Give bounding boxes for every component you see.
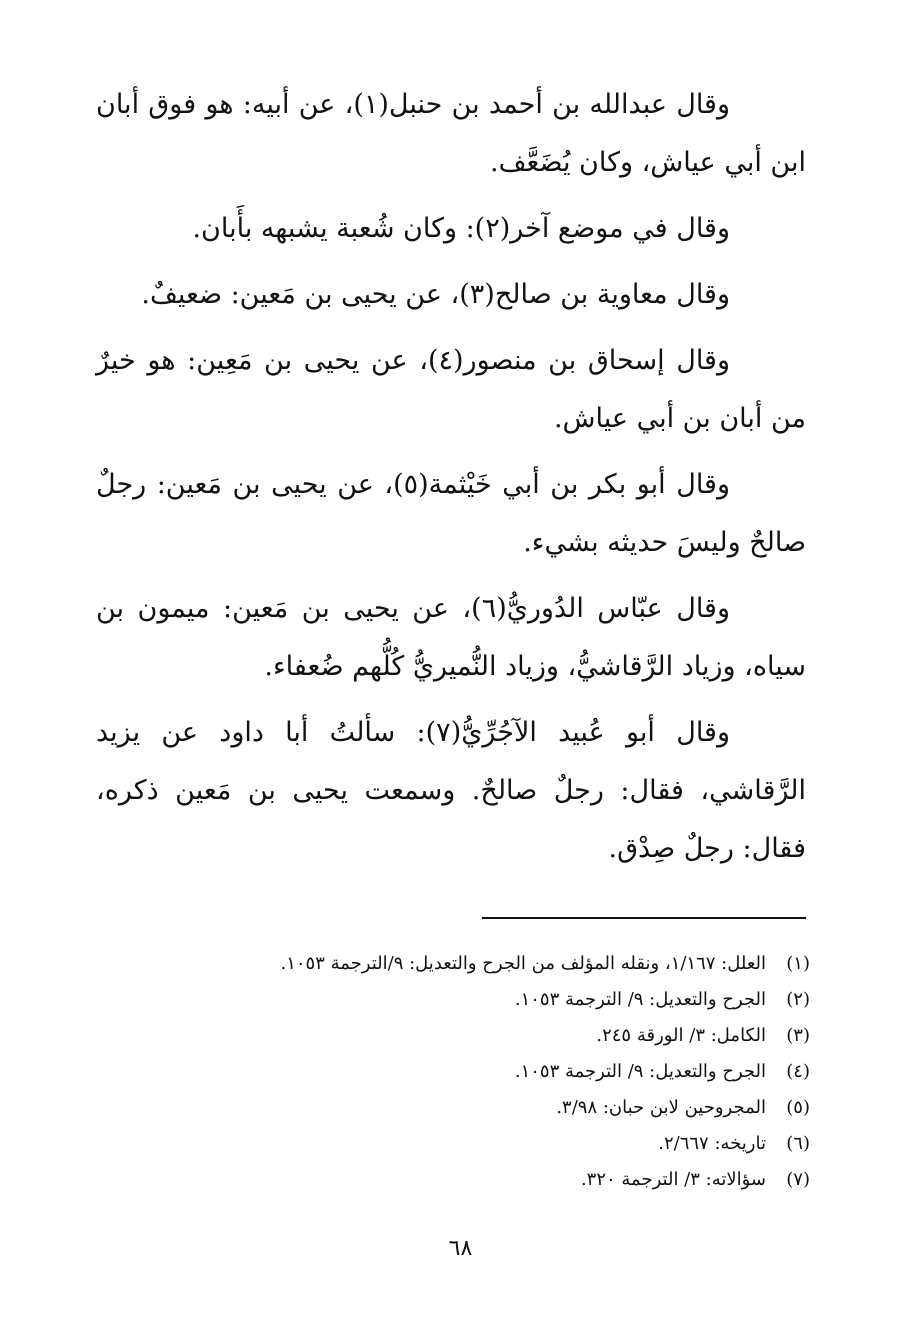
- paragraph: وقال أبو بكر بن أبي خَيْثمة(٥)، عن يحيى بن مَعين: رجلٌ صالحٌ وليسَ حديثه بشيء.: [96, 469, 806, 558]
- footnote-text: العلل: ١/١٦٧، ونقله المؤلف من الجرح والتعديل: ٩/الترجمة ١٠٥٣.: [280, 953, 766, 974]
- paragraph: وقال معاوية بن صالح(٣)، عن يحيى بن مَعين: ضعيفٌ.: [141, 279, 730, 310]
- footnote-text: سؤالاته: ٣/ الترجمة ٣٢٠.: [580, 1169, 766, 1190]
- footnote-separator: [482, 917, 806, 919]
- page-number: ٦٨: [448, 1236, 473, 1261]
- footnote-number: (٢): [786, 989, 810, 1010]
- footnote-number: (٦): [786, 1133, 810, 1154]
- footnote-text: الكامل: ٣/ الورقة ٢٤٥.: [596, 1025, 766, 1046]
- paragraph: وقال في موضع آخر(٢): وكان شُعبة يشبهه بأَبان.: [192, 213, 730, 244]
- footnote-number: (١): [786, 953, 810, 974]
- paragraph: وقال عبدالله بن أحمد بن حنبل(١)، عن أبيه: هو فوق أبان ابن أبي عياش، وكان يُضَعَّف.: [96, 89, 806, 178]
- footnote: [150, 1018, 810, 1054]
- footnote-text: الجرح والتعديل: ٩/ الترجمة ١٠٥٣.: [514, 1061, 766, 1082]
- footnote-text: الجرح والتعديل: ٩/ الترجمة ١٠٥٣.: [514, 989, 766, 1010]
- footnote: [150, 1054, 810, 1090]
- footnote: [150, 1126, 810, 1162]
- footnote: [150, 1162, 810, 1198]
- footnote-number: (٧): [786, 1169, 810, 1190]
- footnote-number: (٣): [786, 1025, 810, 1046]
- footnote-number: (٤): [786, 1061, 810, 1082]
- footnote: [150, 1090, 810, 1126]
- paragraph: وقال إسحاق بن منصور(٤)، عن يحيى بن مَعِين: هو خيرٌ من أبان بن أبي عياش.: [96, 345, 806, 434]
- footnote-number: (٥): [786, 1097, 810, 1118]
- footnote: [150, 946, 810, 982]
- main-text: [96, 76, 806, 886]
- paragraph: وقال عبّاس الدُوريُّ(٦)، عن يحيى بن مَعين: ميمون بن سياه، وزياد الرَّقاشيُّ، وزياد النُّميريُّ كُلُّهم ضُعفاء.: [96, 593, 806, 682]
- footnotes: [150, 946, 810, 1198]
- paragraph: وقال أبو عُبيد الآجُرِّيُّ(٧): سألتُ أبا داود عن يزيد الرَّقاشي، فقال: رجلٌ صالحٌ. وسمعت يحيى بن مَعين ذكره، فقال: رجلٌ صِدْق.: [96, 717, 806, 864]
- footnote-text: المجروحين لابن حبان: ٣/٩٨.: [556, 1097, 766, 1118]
- footnote: [150, 982, 810, 1018]
- footnote-text: تاريخه: ٢/٦٦٧.: [658, 1133, 766, 1154]
